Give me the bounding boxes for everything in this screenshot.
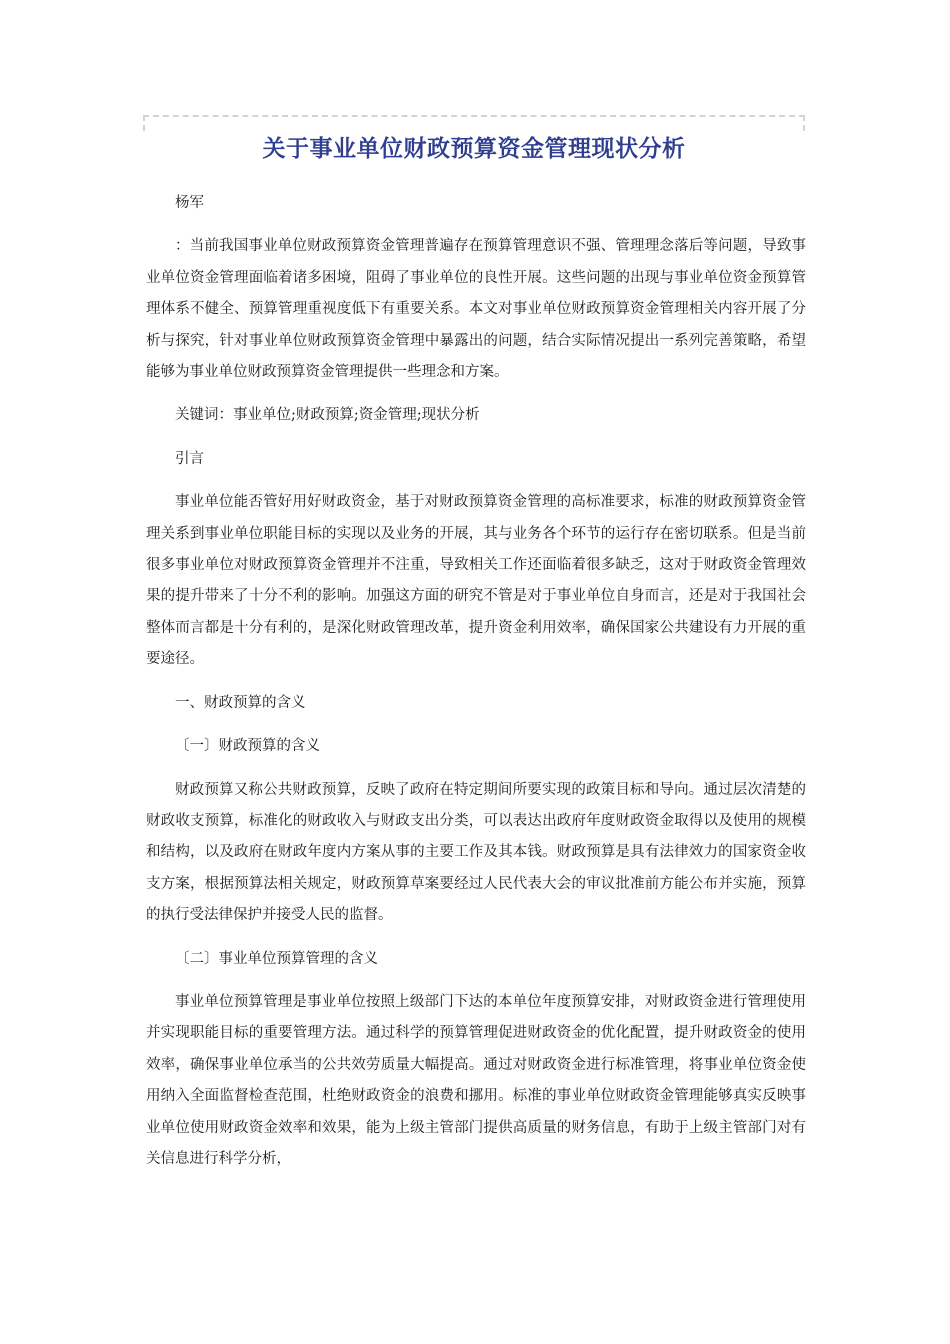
abstract-paragraph: ：当前我国事业单位财政预算资金管理普遍存在预算管理意识不强、管理理念落后等问题，导致事业单位资金管理面临着诸多困境，阻碍了事业单位的良性开展。这些问题的出现与事业单位资金预算管理体系不健全、预算管理重视度低下有重要关系。本文对事业单位财政预算资金管理相关内容开展了分析与探究，针对事业单位财政预算资金管理中暴露出的问题，结合实际情况提出一系列完善策略，希望能够为事业单位财政预算资金管理提供一些理念和方案。 bbox=[146, 238, 806, 381]
section-1-heading: 一、财政预算的含义 bbox=[175, 694, 306, 711]
document-body bbox=[146, 188, 806, 1175]
subsection-1-paragraph: 财政预算又称公共财政预算，反映了政府在特定期间所要实现的政策目标和导向。通过层次清楚的财政收支预算，标准化的财政收入与财政支出分类，可以表达出政府年度财政资金取得以及使用的规模和结构，以及政府在财政年度内方案从事的主要工作及其本钱。财政预算是具有法律效力的国家资金收支方案，根据预算法相关规定，财政预算草案要经过人民代表大会的审议批准前方能公布并实施，预算的执行受法律保护并接受人民的监督。 bbox=[146, 781, 806, 924]
author-name: 杨军 bbox=[175, 195, 204, 211]
intro-heading: 引言 bbox=[175, 450, 204, 467]
intro-paragraph: 事业单位能否管好用好财政资金，基于对财政预算资金管理的高标准要求，标准的财政预算资金管理关系到事业单位职能目标的实现以及业务的开展，其与业务各个环节的运行存在密切联系。但是当前很多事业单位对财政预算资金管理并不注重，导致相关工作还面临着很多缺乏，这对于财政资金管理效果的提升带来了十分不利的影响。加强这方面的研究不管是对于事业单位自身而言，还是对于我国社会整体而言都是十分有利的，是深化财政管理改革，提升资金利用效率，确保国家公共建设有力开展的重要途径。 bbox=[146, 494, 806, 668]
keywords-line: 关键词：事业单位;财政预算;资金管理;现状分析 bbox=[175, 407, 480, 424]
document-title: 关于事业单位财政预算资金管理现状分析 bbox=[143, 132, 805, 166]
subsection-1-heading: 〔一〕财政预算的含义 bbox=[175, 738, 320, 755]
subsection-2-heading: 〔二〕事业单位预算管理的含义 bbox=[175, 950, 378, 967]
subsection-2-paragraph: 事业单位预算管理是事业单位按照上级部门下达的本单位年度预算安排，对财政资金进行管理使用并实现职能目标的重要管理方法。通过科学的预算管理促进财政资金的优化配置，提升财政资金的使用效率，确保事业单位承当的公共效劳质量大幅提高。通过对财政资金进行标准管理，将事业单位资金使用纳入全面监督检查范围，杜绝财政资金的浪费和挪用。标准的事业单位财政资金管理能够真实反映事业单位使用财政资金效率和效果，能为上级主管部门提供高质量的财务信息，有助于上级主管部门对有关信息进行科学分析， bbox=[146, 993, 806, 1167]
